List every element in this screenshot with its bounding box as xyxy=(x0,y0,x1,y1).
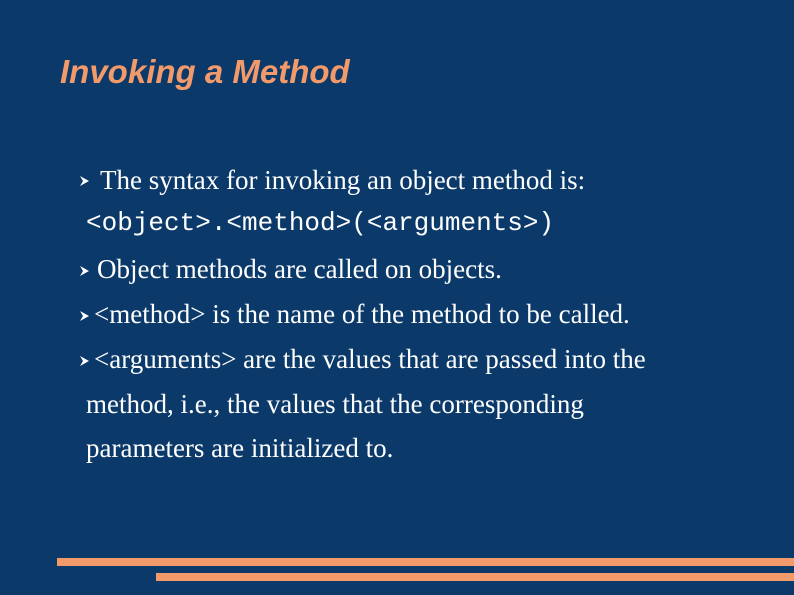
arrowhead-bullet-icon xyxy=(78,264,92,278)
decorative-bar-bottom xyxy=(156,573,794,581)
decorative-bar-top xyxy=(57,558,794,566)
arrowhead-bullet-icon xyxy=(78,354,92,368)
bullet-2-line-1: Object methods are called on objects. xyxy=(97,254,502,284)
slide-title: Invoking a Method xyxy=(60,53,350,90)
bullet-1-line-2: <object>.<method>(<arguments>) xyxy=(86,208,555,238)
bullet-4-line-3: parameters are initialized to. xyxy=(86,433,394,463)
bullet-4-line-1: <arguments> are the values that are passed into the xyxy=(94,344,646,374)
arrowhead-bullet-icon xyxy=(78,174,92,188)
arrowhead-bullet-icon xyxy=(78,309,92,323)
bullet-3-line-1: <method> is the name of the method to be called. xyxy=(94,299,630,329)
bullet-1-line-1: The syntax for invoking an object method is: xyxy=(100,165,586,195)
bullet-4-line-2: method, i.e., the values that the corresponding xyxy=(86,389,584,419)
